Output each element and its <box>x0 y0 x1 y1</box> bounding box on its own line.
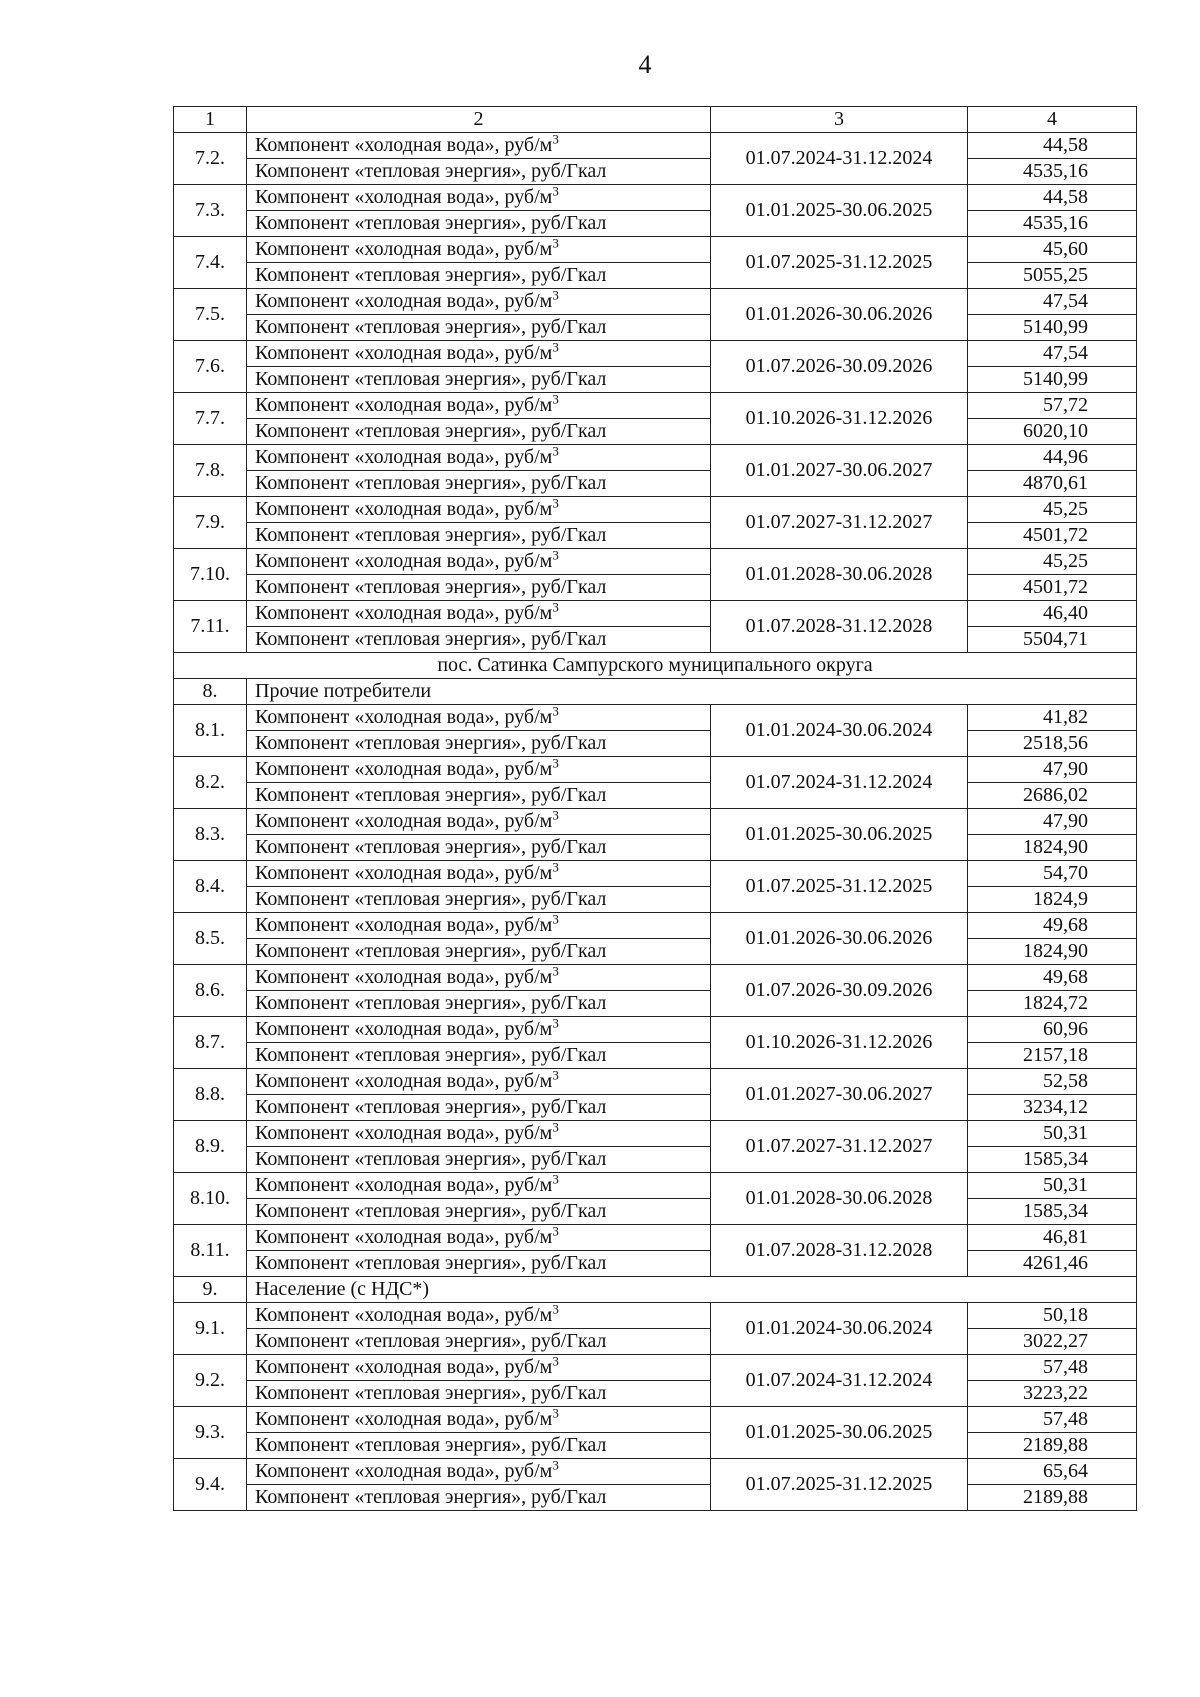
period: 01.07.2024-31.12.2024 <box>711 133 968 185</box>
header-row <box>174 107 1137 133</box>
table-body <box>174 133 1137 1511</box>
cold-water-label <box>247 133 711 159</box>
period: 01.01.2025-30.06.2025 <box>711 185 968 237</box>
cold-water-label <box>247 237 711 263</box>
table-row <box>174 1121 1137 1147</box>
table-row <box>174 1485 1137 1511</box>
cold-water-label <box>247 601 711 627</box>
heat-energy-label <box>247 939 711 965</box>
cold-water-value: 50,18 <box>968 1303 1137 1329</box>
table-row <box>174 185 1137 211</box>
unit-superscript: 3 <box>552 392 559 407</box>
unit-superscript: 3 <box>552 1354 559 1369</box>
cold-water-value: 47,90 <box>968 757 1137 783</box>
cold-water-value: 44,96 <box>968 445 1137 471</box>
cold-water-value: 41,82 <box>968 705 1137 731</box>
heat-energy-label <box>247 835 711 861</box>
period: 01.07.2028-31.12.2028 <box>711 1225 968 1277</box>
period: 01.01.2026-30.06.2026 <box>711 913 968 965</box>
cold-water-value: 46,40 <box>968 601 1137 627</box>
header-col-1: 1 <box>174 107 247 133</box>
unit-superscript: 3 <box>552 860 559 875</box>
table-row <box>174 1173 1137 1199</box>
heat-energy-label <box>247 575 711 601</box>
cold-water-label <box>247 965 711 991</box>
heat-energy-label-text: Компонент «тепловая энергия», руб/Гкал <box>255 160 607 182</box>
unit-superscript: 3 <box>552 184 559 199</box>
table-row <box>174 965 1137 991</box>
cold-water-label-text: Компонент «холодная вода», руб/м <box>255 342 553 364</box>
row-number: 7.5. <box>174 289 247 341</box>
row-number: 8.10. <box>174 1173 247 1225</box>
table-row <box>174 835 1137 861</box>
row-number: 7.8. <box>174 445 247 497</box>
cold-water-value: 60,96 <box>968 1017 1137 1043</box>
cold-water-label-text: Компонент «холодная вода», руб/м <box>255 914 553 936</box>
unit-superscript: 3 <box>552 496 559 511</box>
table-row <box>174 341 1137 367</box>
group-title: Население (с НДС*) <box>247 1277 1137 1303</box>
row-number: 9.1. <box>174 1303 247 1355</box>
heat-energy-label <box>247 315 711 341</box>
unit-superscript: 3 <box>552 1224 559 1239</box>
row-number: 8.6. <box>174 965 247 1017</box>
group-number: 9. <box>174 1277 247 1303</box>
cold-water-value: 57,72 <box>968 393 1137 419</box>
cold-water-label-text: Компонент «холодная вода», руб/м <box>255 186 553 208</box>
cold-water-label-text: Компонент «холодная вода», руб/м <box>255 706 553 728</box>
row-number: 8.8. <box>174 1069 247 1121</box>
table-row <box>174 1381 1137 1407</box>
heat-energy-label <box>247 1251 711 1277</box>
table-row <box>174 939 1137 965</box>
header-col-3: 3 <box>711 107 968 133</box>
heat-energy-label-text: Компонент «тепловая энергия», руб/Гкал <box>255 576 607 598</box>
heat-energy-label <box>247 783 711 809</box>
table-row <box>174 523 1137 549</box>
cold-water-label-text: Компонент «холодная вода», руб/м <box>255 1018 553 1040</box>
heat-energy-value: 2189,88 <box>968 1433 1137 1459</box>
heat-energy-label-text: Компонент «тепловая энергия», руб/Гкал <box>255 1148 607 1170</box>
period: 01.01.2028-30.06.2028 <box>711 549 968 601</box>
cold-water-value: 47,54 <box>968 341 1137 367</box>
cold-water-label-text: Компонент «холодная вода», руб/м <box>255 498 553 520</box>
unit-superscript: 3 <box>552 548 559 563</box>
heat-energy-label <box>247 991 711 1017</box>
table-row <box>174 1225 1137 1251</box>
period: 01.07.2025-31.12.2025 <box>711 237 968 289</box>
row-number: 8.4. <box>174 861 247 913</box>
cold-water-label <box>247 1459 711 1485</box>
cold-water-label-text: Компонент «холодная вода», руб/м <box>255 446 553 468</box>
table-row <box>174 1251 1137 1277</box>
heat-energy-label-text: Компонент «тепловая энергия», руб/Гкал <box>255 212 607 234</box>
heat-energy-label-text: Компонент «тепловая энергия», руб/Гкал <box>255 1330 607 1352</box>
table-row <box>174 705 1137 731</box>
period: 01.01.2025-30.06.2025 <box>711 1407 968 1459</box>
heat-energy-value: 4261,46 <box>968 1251 1137 1277</box>
heat-energy-label <box>247 627 711 653</box>
unit-superscript: 3 <box>552 1406 559 1421</box>
table-row <box>174 445 1137 471</box>
cold-water-value: 50,31 <box>968 1173 1137 1199</box>
period: 01.07.2024-31.12.2024 <box>711 757 968 809</box>
heat-energy-label-text: Компонент «тепловая энергия», руб/Гкал <box>255 888 607 910</box>
heat-energy-value: 3223,22 <box>968 1381 1137 1407</box>
row-number: 8.9. <box>174 1121 247 1173</box>
heat-energy-value: 1824,9 <box>968 887 1137 913</box>
period: 01.10.2026-31.12.2026 <box>711 393 968 445</box>
heat-energy-label <box>247 1199 711 1225</box>
table-header <box>174 107 1137 133</box>
cold-water-label-text: Компонент «холодная вода», руб/м <box>255 550 553 572</box>
heat-energy-value: 5140,99 <box>968 367 1137 393</box>
heat-energy-label <box>247 471 711 497</box>
heat-energy-label-text: Компонент «тепловая энергия», руб/Гкал <box>255 732 607 754</box>
heat-energy-value: 3022,27 <box>968 1329 1137 1355</box>
header-col-2: 2 <box>247 107 711 133</box>
cold-water-value: 57,48 <box>968 1355 1137 1381</box>
cold-water-label <box>247 1069 711 1095</box>
table-row <box>174 1199 1137 1225</box>
period: 01.01.2027-30.06.2027 <box>711 1069 968 1121</box>
heat-energy-label-text: Компонент «тепловая энергия», руб/Гкал <box>255 1382 607 1404</box>
table-row <box>174 887 1137 913</box>
cold-water-label <box>247 1355 711 1381</box>
heat-energy-label-text: Компонент «тепловая энергия», руб/Гкал <box>255 264 607 286</box>
cold-water-value: 45,25 <box>968 549 1137 575</box>
period: 01.07.2025-31.12.2025 <box>711 1459 968 1511</box>
table-row <box>174 783 1137 809</box>
cold-water-value: 57,48 <box>968 1407 1137 1433</box>
table-row <box>174 471 1137 497</box>
table-row <box>174 315 1137 341</box>
heat-energy-label-text: Компонент «тепловая энергия», руб/Гкал <box>255 836 607 858</box>
row-number: 8.3. <box>174 809 247 861</box>
cold-water-value: 44,58 <box>968 133 1137 159</box>
heat-energy-label-text: Компонент «тепловая энергия», руб/Гкал <box>255 1044 607 1066</box>
section-title: пос. Сатинка Сампурского муниципального округа <box>174 653 1137 679</box>
heat-energy-value: 2518,56 <box>968 731 1137 757</box>
table-row <box>174 393 1137 419</box>
row-number: 7.7. <box>174 393 247 445</box>
cold-water-label <box>247 497 711 523</box>
heat-energy-value: 3234,12 <box>968 1095 1137 1121</box>
heat-energy-label-text: Компонент «тепловая энергия», руб/Гкал <box>255 420 607 442</box>
row-number: 7.2. <box>174 133 247 185</box>
heat-energy-value: 1824,90 <box>968 835 1137 861</box>
heat-energy-label <box>247 523 711 549</box>
cold-water-label <box>247 445 711 471</box>
row-number: 8.7. <box>174 1017 247 1069</box>
heat-energy-label <box>247 1043 711 1069</box>
cold-water-value: 47,90 <box>968 809 1137 835</box>
cold-water-label-text: Компонент «холодная вода», руб/м <box>255 290 553 312</box>
cold-water-label <box>247 1017 711 1043</box>
unit-superscript: 3 <box>552 1068 559 1083</box>
cold-water-label <box>247 393 711 419</box>
cold-water-label <box>247 549 711 575</box>
cold-water-label-text: Компонент «холодная вода», руб/м <box>255 758 553 780</box>
cold-water-label-text: Компонент «холодная вода», руб/м <box>255 1174 553 1196</box>
heat-energy-value: 2686,02 <box>968 783 1137 809</box>
heat-energy-value: 4535,16 <box>968 159 1137 185</box>
group-title: Прочие потребители <box>247 679 1137 705</box>
heat-energy-label <box>247 263 711 289</box>
row-number: 9.2. <box>174 1355 247 1407</box>
heat-energy-label <box>247 419 711 445</box>
cold-water-value: 49,68 <box>968 965 1137 991</box>
cold-water-value: 50,31 <box>968 1121 1137 1147</box>
table-row <box>174 627 1137 653</box>
heat-energy-value: 5140,99 <box>968 315 1137 341</box>
period: 01.01.2027-30.06.2027 <box>711 445 968 497</box>
table-row <box>174 237 1137 263</box>
cold-water-label-text: Компонент «холодная вода», руб/м <box>255 1122 553 1144</box>
cold-water-label-text: Компонент «холодная вода», руб/м <box>255 1070 553 1092</box>
row-number: 9.4. <box>174 1459 247 1511</box>
unit-superscript: 3 <box>552 1120 559 1135</box>
heat-energy-label-text: Компонент «тепловая энергия», руб/Гкал <box>255 316 607 338</box>
heat-energy-label-text: Компонент «тепловая энергия», руб/Гкал <box>255 784 607 806</box>
cold-water-label-text: Компонент «холодная вода», руб/м <box>255 810 553 832</box>
unit-superscript: 3 <box>552 444 559 459</box>
heat-energy-value: 2189,88 <box>968 1485 1137 1511</box>
table-row <box>174 1329 1137 1355</box>
heat-energy-value: 4501,72 <box>968 523 1137 549</box>
heat-energy-label-text: Компонент «тепловая энергия», руб/Гкал <box>255 1096 607 1118</box>
cold-water-value: 47,54 <box>968 289 1137 315</box>
table-row <box>174 497 1137 523</box>
heat-energy-label <box>247 1433 711 1459</box>
cold-water-value: 49,68 <box>968 913 1137 939</box>
heat-energy-label <box>247 159 711 185</box>
cold-water-label <box>247 1303 711 1329</box>
cold-water-label-text: Компонент «холодная вода», руб/м <box>255 966 553 988</box>
unit-superscript: 3 <box>552 1016 559 1031</box>
table-row <box>174 1043 1137 1069</box>
tariff-table <box>173 106 1137 1511</box>
period: 01.01.2026-30.06.2026 <box>711 289 968 341</box>
table-row <box>174 1303 1137 1329</box>
period: 01.07.2026-30.09.2026 <box>711 341 968 393</box>
heat-energy-label <box>247 367 711 393</box>
cold-water-label <box>247 705 711 731</box>
heat-energy-value: 1824,90 <box>968 939 1137 965</box>
period: 01.07.2027-31.12.2027 <box>711 1121 968 1173</box>
heat-energy-value: 6020,10 <box>968 419 1137 445</box>
heat-energy-value: 1824,72 <box>968 991 1137 1017</box>
unit-superscript: 3 <box>552 600 559 615</box>
unit-superscript: 3 <box>552 236 559 251</box>
cold-water-value: 45,25 <box>968 497 1137 523</box>
row-number: 7.6. <box>174 341 247 393</box>
period: 01.01.2028-30.06.2028 <box>711 1173 968 1225</box>
heat-energy-label-text: Компонент «тепловая энергия», руб/Гкал <box>255 524 607 546</box>
heat-energy-label-text: Компонент «тепловая энергия», руб/Гкал <box>255 628 607 650</box>
table-row <box>174 549 1137 575</box>
period: 01.07.2025-31.12.2025 <box>711 861 968 913</box>
cold-water-value: 45,60 <box>968 237 1137 263</box>
cold-water-label <box>247 757 711 783</box>
row-number: 7.10. <box>174 549 247 601</box>
table-row <box>174 133 1137 159</box>
cold-water-label-text: Компонент «холодная вода», руб/м <box>255 1356 553 1378</box>
heat-energy-label <box>247 1381 711 1407</box>
cold-water-label <box>247 289 711 315</box>
table-row <box>174 575 1137 601</box>
heat-energy-label <box>247 1485 711 1511</box>
heat-energy-value: 1585,34 <box>968 1147 1137 1173</box>
cold-water-label-text: Компонент «холодная вода», руб/м <box>255 602 553 624</box>
heat-energy-label-text: Компонент «тепловая энергия», руб/Гкал <box>255 1434 607 1456</box>
table-row <box>174 419 1137 445</box>
cold-water-value: 65,64 <box>968 1459 1137 1485</box>
period: 01.01.2025-30.06.2025 <box>711 809 968 861</box>
header-col-4: 4 <box>968 107 1137 133</box>
heat-energy-label <box>247 1147 711 1173</box>
group-row <box>174 679 1137 705</box>
table-row <box>174 1433 1137 1459</box>
cold-water-label-text: Компонент «холодная вода», руб/м <box>255 862 553 884</box>
row-number: 8.2. <box>174 757 247 809</box>
cold-water-label <box>247 1407 711 1433</box>
heat-energy-label-text: Компонент «тепловая энергия», руб/Гкал <box>255 992 607 1014</box>
row-number: 8.5. <box>174 913 247 965</box>
table-row <box>174 1095 1137 1121</box>
period: 01.01.2024-30.06.2024 <box>711 705 968 757</box>
table-row <box>174 1147 1137 1173</box>
section-row <box>174 653 1137 679</box>
table-row <box>174 991 1137 1017</box>
table-row <box>174 1459 1137 1485</box>
unit-superscript: 3 <box>552 756 559 771</box>
cold-water-label-text: Компонент «холодная вода», руб/м <box>255 1460 553 1482</box>
unit-superscript: 3 <box>552 964 559 979</box>
cold-water-value: 54,70 <box>968 861 1137 887</box>
cold-water-label-text: Компонент «холодная вода», руб/м <box>255 1226 553 1248</box>
table-row <box>174 1355 1137 1381</box>
table-row <box>174 861 1137 887</box>
cold-water-label-text: Компонент «холодная вода», руб/м <box>255 238 553 260</box>
table-row <box>174 757 1137 783</box>
heat-energy-label <box>247 1329 711 1355</box>
heat-energy-label-text: Компонент «тепловая энергия», руб/Гкал <box>255 1486 607 1508</box>
row-number: 8.11. <box>174 1225 247 1277</box>
period: 01.01.2024-30.06.2024 <box>711 1303 968 1355</box>
table-row <box>174 159 1137 185</box>
heat-energy-value: 4870,61 <box>968 471 1137 497</box>
cold-water-label-text: Компонент «холодная вода», руб/м <box>255 1408 553 1430</box>
unit-superscript: 3 <box>552 1302 559 1317</box>
table-row <box>174 263 1137 289</box>
period: 01.07.2026-30.09.2026 <box>711 965 968 1017</box>
cold-water-value: 46,81 <box>968 1225 1137 1251</box>
row-number: 7.11. <box>174 601 247 653</box>
cold-water-label-text: Компонент «холодная вода», руб/м <box>255 394 553 416</box>
table-row <box>174 731 1137 757</box>
heat-energy-label-text: Компонент «тепловая энергия», руб/Гкал <box>255 1200 607 1222</box>
unit-superscript: 3 <box>552 340 559 355</box>
cold-water-label <box>247 861 711 887</box>
unit-superscript: 3 <box>552 808 559 823</box>
cold-water-label <box>247 1225 711 1251</box>
table-row <box>174 367 1137 393</box>
group-number: 8. <box>174 679 247 705</box>
heat-energy-value: 5504,71 <box>968 627 1137 653</box>
unit-superscript: 3 <box>552 288 559 303</box>
cold-water-label <box>247 185 711 211</box>
cold-water-label-text: Компонент «холодная вода», руб/м <box>255 1304 553 1326</box>
row-number: 9.3. <box>174 1407 247 1459</box>
unit-superscript: 3 <box>552 1458 559 1473</box>
row-number: 7.3. <box>174 185 247 237</box>
period: 01.07.2027-31.12.2027 <box>711 497 968 549</box>
cold-water-label <box>247 341 711 367</box>
heat-energy-label-text: Компонент «тепловая энергия», руб/Гкал <box>255 940 607 962</box>
cold-water-label <box>247 809 711 835</box>
unit-superscript: 3 <box>552 1172 559 1187</box>
unit-superscript: 3 <box>552 132 559 147</box>
heat-energy-label <box>247 887 711 913</box>
period: 01.07.2024-31.12.2024 <box>711 1355 968 1407</box>
heat-energy-value: 4535,16 <box>968 211 1137 237</box>
heat-energy-label-text: Компонент «тепловая энергия», руб/Гкал <box>255 472 607 494</box>
table-row <box>174 289 1137 315</box>
heat-energy-label-text: Компонент «тепловая энергия», руб/Гкал <box>255 1252 607 1274</box>
table-row <box>174 809 1137 835</box>
row-number: 7.4. <box>174 237 247 289</box>
cold-water-value: 52,58 <box>968 1069 1137 1095</box>
table-row <box>174 1069 1137 1095</box>
table-row <box>174 601 1137 627</box>
period: 01.07.2028-31.12.2028 <box>711 601 968 653</box>
page-number: 4 <box>638 50 652 79</box>
heat-energy-value: 4501,72 <box>968 575 1137 601</box>
heat-energy-label-text: Компонент «тепловая энергия», руб/Гкал <box>255 368 607 390</box>
heat-energy-value: 5055,25 <box>968 263 1137 289</box>
cold-water-value: 44,58 <box>968 185 1137 211</box>
cold-water-label-text: Компонент «холодная вода», руб/м <box>255 134 553 156</box>
heat-energy-value: 2157,18 <box>968 1043 1137 1069</box>
heat-energy-value: 1585,34 <box>968 1199 1137 1225</box>
heat-energy-label <box>247 1095 711 1121</box>
group-row <box>174 1277 1137 1303</box>
heat-energy-label <box>247 731 711 757</box>
heat-energy-label <box>247 211 711 237</box>
unit-superscript: 3 <box>552 912 559 927</box>
cold-water-label <box>247 913 711 939</box>
cold-water-label <box>247 1173 711 1199</box>
unit-superscript: 3 <box>552 704 559 719</box>
table-row <box>174 913 1137 939</box>
table-row <box>174 1017 1137 1043</box>
cold-water-label <box>247 1121 711 1147</box>
table-row <box>174 211 1137 237</box>
table-row <box>174 1407 1137 1433</box>
period: 01.10.2026-31.12.2026 <box>711 1017 968 1069</box>
row-number: 8.1. <box>174 705 247 757</box>
row-number: 7.9. <box>174 497 247 549</box>
